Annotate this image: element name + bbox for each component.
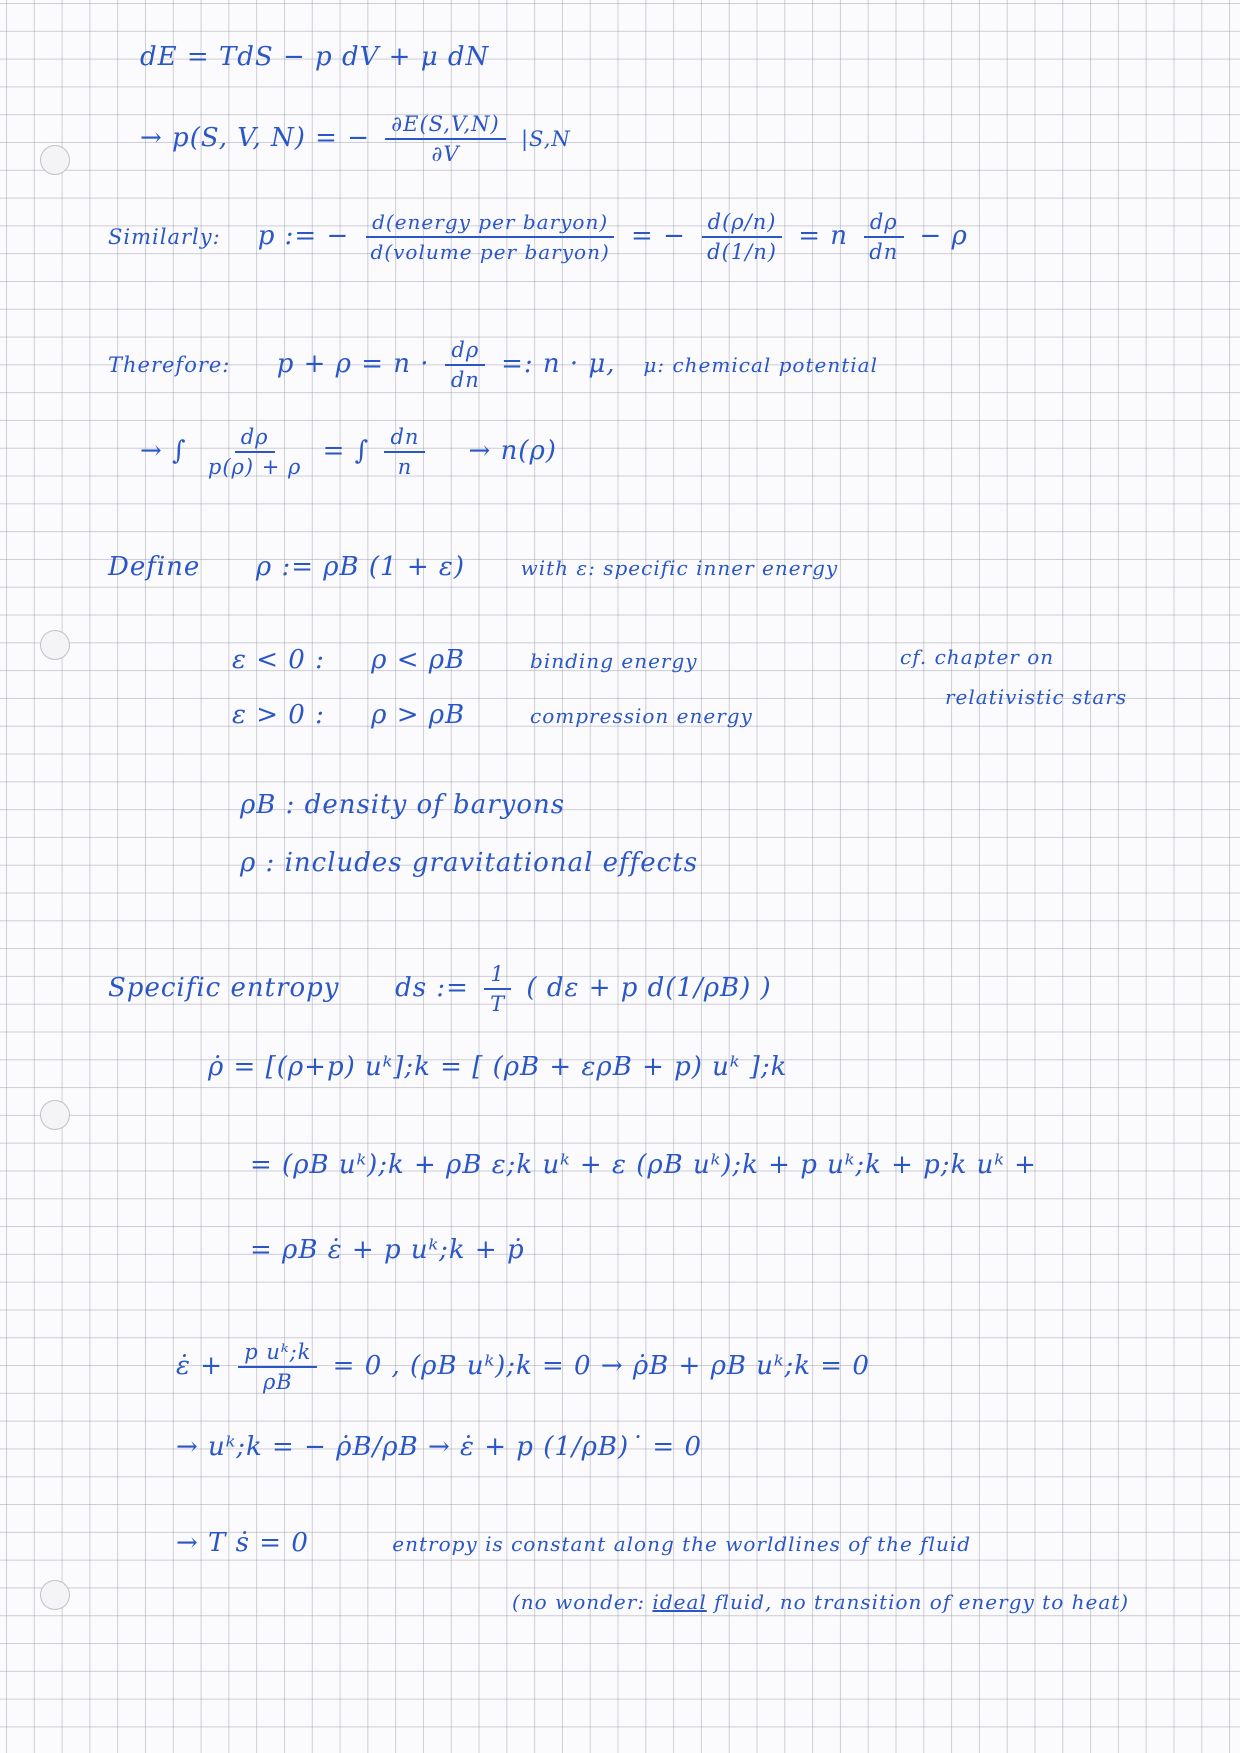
equation-therefore bbox=[108, 338, 878, 392]
rho-definition: ρ := ρB (1 + ε) bbox=[255, 552, 466, 582]
equation-dE: dE = TdS − p dV + μ dN bbox=[140, 42, 490, 72]
equation-entropy-constant bbox=[176, 1528, 971, 1558]
partial-derivative-fraction bbox=[385, 112, 505, 166]
equation-pressure-definition bbox=[140, 112, 571, 166]
fraction-numerator: dρ bbox=[864, 210, 904, 238]
entropy-rhs: ( dε + p d(1/ρB) ) bbox=[526, 973, 772, 1003]
equation-similarly bbox=[108, 210, 968, 264]
specific-inner-energy-note: with ε: specific inner energy bbox=[520, 556, 839, 580]
equation-result: = ρB ε̇ + p uᵏ;k + ṗ bbox=[250, 1235, 525, 1265]
energy-volume-fraction bbox=[365, 210, 616, 264]
rho-n-fraction bbox=[701, 210, 783, 264]
fraction-numerator: d(energy per baryon) bbox=[366, 210, 614, 238]
ideal-fluid-remark bbox=[512, 1590, 1129, 1614]
fraction-numerator: dρ bbox=[235, 425, 275, 453]
case-note: binding energy bbox=[530, 649, 698, 673]
cf-note-line-2: relativistic stars bbox=[945, 685, 1128, 709]
fraction-denominator: ρB bbox=[262, 1370, 293, 1394]
minus-rho: − ρ bbox=[919, 221, 968, 251]
define-label: Define bbox=[108, 552, 201, 582]
case-relation: ρ > ρB bbox=[371, 700, 466, 730]
case-eps-negative bbox=[232, 645, 698, 675]
remark-open: (no wonder: bbox=[512, 1590, 646, 1614]
equation-rho-dot: ρ̇ = [(ρ+p) uᵏ];k = [ (ρB + ερB + p) uᵏ ];k bbox=[208, 1052, 788, 1082]
drho-dn-fraction bbox=[863, 210, 904, 264]
divergence-fraction bbox=[238, 1340, 317, 1394]
fraction-numerator: dn bbox=[384, 425, 425, 453]
T-sdot-zero: → T ṡ = 0 bbox=[176, 1528, 309, 1558]
equation-define bbox=[108, 552, 838, 582]
integrand-rho bbox=[202, 425, 307, 479]
fraction-denominator: dn bbox=[450, 368, 480, 392]
remark-rest: fluid, no transition of energy to heat) bbox=[714, 1590, 1130, 1614]
fraction-denominator: ∂V bbox=[431, 142, 460, 166]
fraction-numerator: ∂E(S,V,N) bbox=[385, 112, 505, 140]
therefore-rhs: =: n · μ, bbox=[501, 349, 616, 379]
case-eps-positive bbox=[232, 700, 753, 730]
drho-dn-fraction bbox=[445, 338, 486, 392]
equation-expansion: = (ρB uᵏ);k + ρB ε;k uᵏ + ε (ρB uᵏ);k + p uᵏ;k + p;k uᵏ + bbox=[250, 1150, 1037, 1180]
energy-balance-lhs: ε̇ + bbox=[176, 1351, 224, 1381]
therefore-label: Therefore: bbox=[108, 353, 231, 377]
punch-hole-3 bbox=[40, 1100, 70, 1130]
integrand-n bbox=[384, 425, 425, 479]
case-condition: ε < 0 : bbox=[232, 645, 325, 675]
evaluation-subscript: |S,N bbox=[520, 127, 571, 151]
entropy-constant-note: entropy is constant along the worldlines of the fluid bbox=[392, 1532, 972, 1556]
equation-specific-entropy bbox=[108, 962, 772, 1016]
p-definition: p := − bbox=[257, 221, 350, 251]
integral-result: → n(ρ) bbox=[468, 436, 557, 466]
equals-minus: = − bbox=[631, 221, 686, 251]
equation-divergence: → uᵏ;k = − ρ̇B/ρB → ε̇ + p (1/ρB)˙ = 0 bbox=[176, 1432, 703, 1462]
integral-equals: = ∫ bbox=[322, 436, 370, 466]
specific-entropy-label: Specific entropy bbox=[108, 973, 340, 1003]
therefore-lhs: p + ρ = n · bbox=[276, 349, 430, 379]
chemical-potential-note: μ: chemical potential bbox=[643, 353, 878, 377]
pressure-prefix: → p(S, V, N) = − bbox=[140, 123, 371, 153]
case-note: compression energy bbox=[530, 704, 753, 728]
case-condition: ε > 0 : bbox=[232, 700, 325, 730]
fraction-numerator: 1 bbox=[484, 962, 510, 990]
similarly-label: Similarly: bbox=[108, 225, 221, 249]
rhoB-definition: ρB : density of baryons bbox=[240, 790, 566, 820]
remark-ideal-underlined: ideal bbox=[652, 1590, 707, 1614]
integral-prefix: → ∫ bbox=[140, 436, 187, 466]
fraction-denominator: d(1/n) bbox=[707, 240, 777, 264]
fraction-denominator: n bbox=[397, 455, 413, 479]
rho-gravitational-note: ρ : includes gravitational effects bbox=[240, 848, 699, 878]
punch-hole-1 bbox=[40, 145, 70, 175]
fraction-denominator: p(ρ) + ρ bbox=[207, 455, 302, 479]
case-relation: ρ < ρB bbox=[371, 645, 466, 675]
cf-note-line-1: cf. chapter on bbox=[900, 645, 1055, 669]
punch-hole-2 bbox=[40, 630, 70, 660]
fraction-denominator: T bbox=[490, 992, 506, 1016]
ds-definition: ds := bbox=[395, 973, 469, 1003]
equals-n: = n bbox=[798, 221, 848, 251]
energy-balance-rhs: = 0 , (ρB uᵏ);k = 0 → ρ̇B + ρB uᵏ;k = 0 bbox=[332, 1351, 870, 1381]
fraction-numerator: d(ρ/n) bbox=[702, 210, 783, 238]
equation-integral bbox=[140, 425, 557, 479]
fraction-denominator: dn bbox=[869, 240, 899, 264]
fraction-numerator: p uᵏ;k bbox=[238, 1340, 317, 1368]
fraction-denominator: d(volume per baryon) bbox=[370, 240, 610, 264]
one-over-T bbox=[484, 962, 511, 1016]
punch-hole-4 bbox=[40, 1580, 70, 1610]
equation-energy-balance bbox=[176, 1340, 870, 1394]
fraction-numerator: dρ bbox=[445, 338, 485, 366]
